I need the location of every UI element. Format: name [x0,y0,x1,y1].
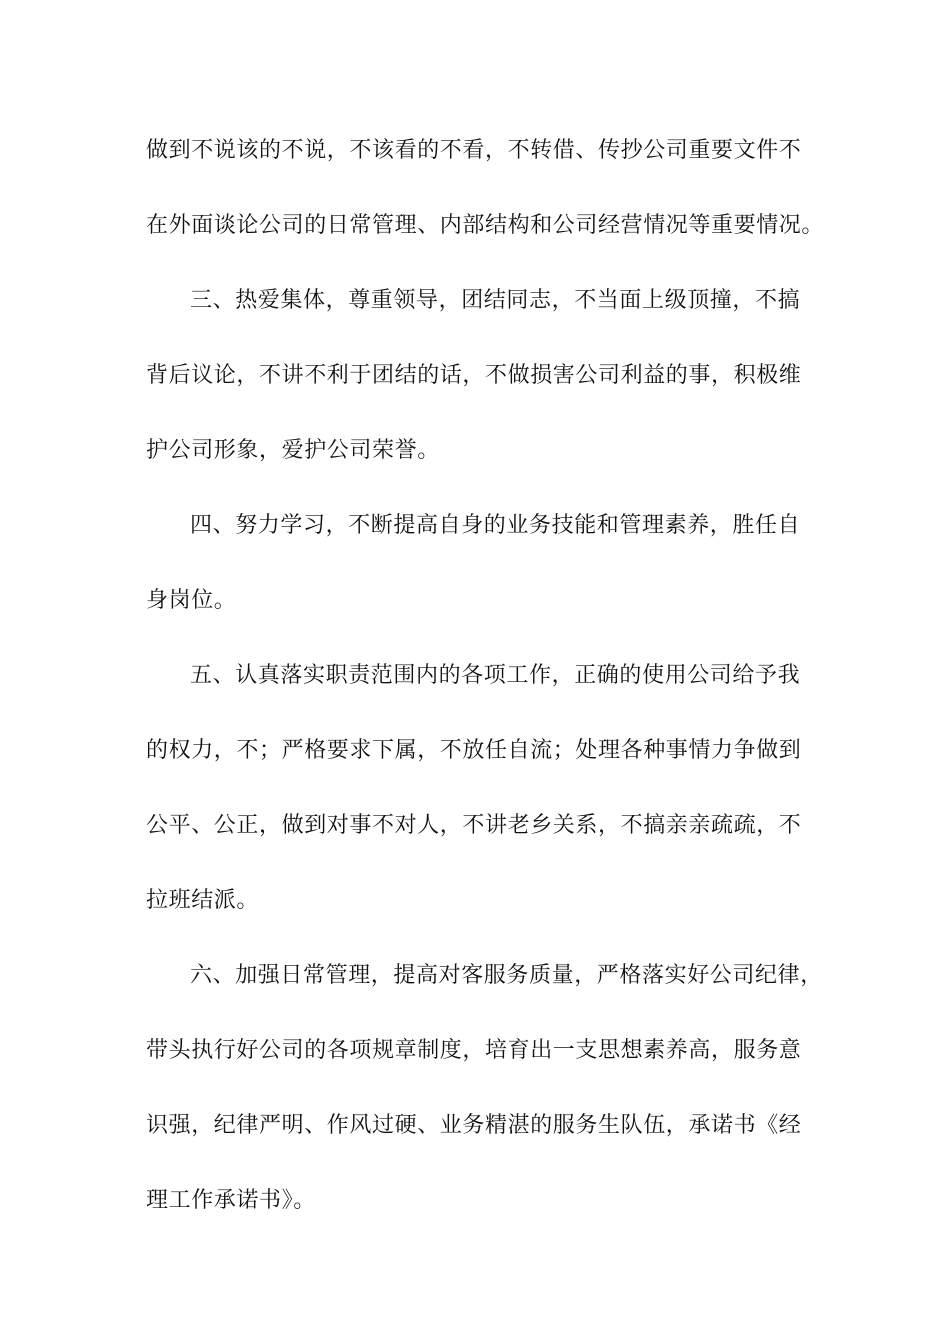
text-line: 理工作承诺书》。 [146,1188,316,1213]
text-line: 拉班结派。 [146,888,260,913]
paragraph-start-line: 三、热爱集体，尊重领导，团结同志，不当面上级顶撞，不搞 [190,288,801,313]
paragraph-start-line: 六、加强日常管理，提高对客服务质量，严格落实好公司纪律， [190,963,823,988]
text-line: 在外面谈论公司的日常管理、内部结构和公司经营情况等重要情况。 [146,213,825,238]
text-line: 识强，纪律严明、作风过硬、业务精湛的服务生队伍，承诺书《经 [146,1113,802,1138]
text-line: 护公司形象，爱护公司荣誉。 [146,438,440,463]
text-line: 带头执行好公司的各项规章制度，培育出一支思想素养高，服务意 [146,1038,802,1063]
text-line: 的权力，不；严格要求下属，不放任自流；处理各种事情力争做到 [146,738,802,763]
paragraph-start-line: 五、认真落实职责范围内的各项工作，正确的使用公司给予我 [190,663,801,688]
text-line: 背后议论，不讲不利于团结的话，不做损害公司利益的事，积极维 [146,363,802,388]
text-line: 公平、公正，做到对事不对人，不讲老乡关系，不搞亲亲疏疏，不 [146,813,802,838]
text-line: 做到不说该的不说，不该看的不看，不转借、传抄公司重要文件不 [146,138,802,163]
text-line: 身岗位。 [146,588,237,613]
paragraph-start-line: 四、努力学习，不断提高自身的业务技能和管理素养，胜任自 [190,513,801,538]
